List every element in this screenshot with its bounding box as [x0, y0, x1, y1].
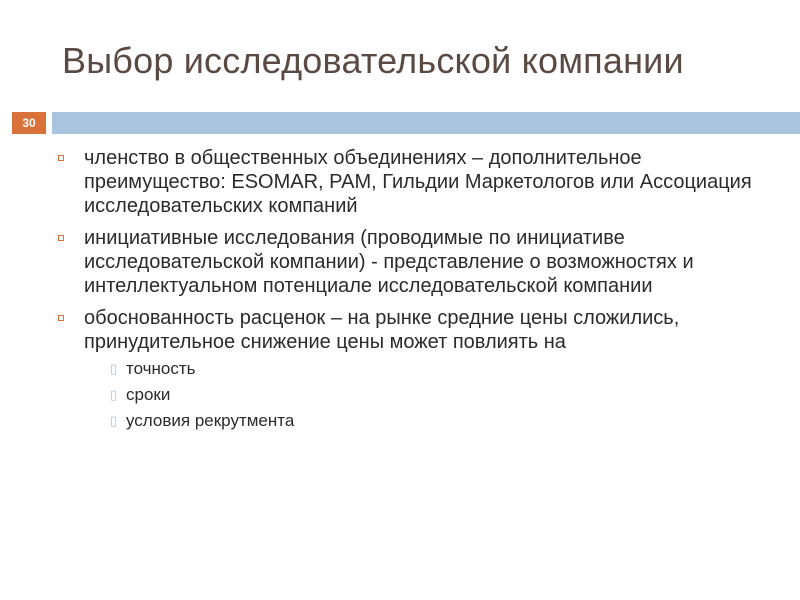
square-bullet-icon [58, 155, 64, 161]
bullet-item [58, 306, 778, 434]
sub-bullet-text: условия рекрутмента [126, 411, 295, 430]
header-bar [0, 112, 800, 134]
square-bullet-icon [58, 315, 64, 321]
sub-bullet-item [110, 356, 778, 382]
bullet-text: инициативные исследования (проводимые по инициативе исследовательской компании) - представление о возможностях и интеллектуальном потенциале исследовательской компании [84, 227, 694, 297]
bullet-list [58, 146, 778, 442]
bullet-item [58, 146, 778, 218]
sub-bullet-list [84, 356, 778, 434]
sub-bullet-text: точность [126, 359, 196, 378]
sub-bullet-icon: ▯ [110, 387, 118, 402]
sub-bullet-icon: ▯ [110, 361, 118, 376]
accent-bar [52, 112, 800, 134]
bullet-text: членство в общественных объединениях – дополнительное преимущество: ESOMAR, РАМ, Гильдии Маркетологов или Ассоциация исследовательских компаний [84, 147, 752, 217]
sub-bullet-item [110, 382, 778, 408]
slide-number: 30 [12, 112, 46, 134]
square-bullet-icon [58, 235, 64, 241]
bullet-item [58, 226, 778, 298]
sub-bullet-text: сроки [126, 385, 171, 404]
slide-title: Выбор исследовательской компании [62, 40, 684, 81]
bullet-text: обоснованность расценок – на рынке средние цены сложились, принудительное снижение цены может повлиять на [84, 307, 680, 353]
sub-bullet-icon: ▯ [110, 413, 118, 428]
sub-bullet-item [110, 408, 778, 434]
